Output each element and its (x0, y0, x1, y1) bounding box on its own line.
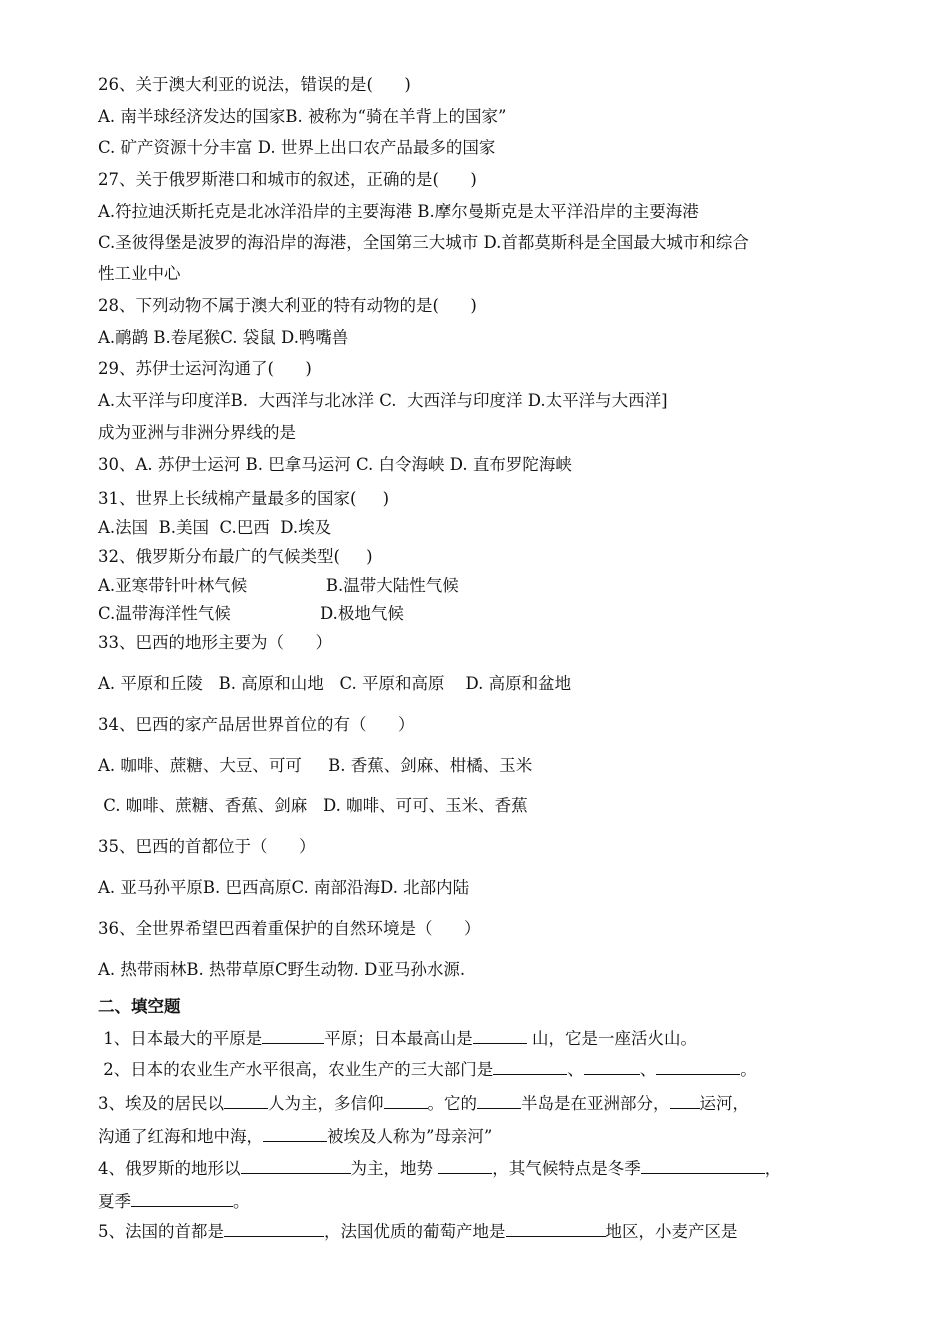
blank (384, 1092, 428, 1109)
text: ， (764, 1159, 782, 1178)
question-33: 33、巴西的地形主要为（ ） (98, 633, 332, 652)
text: 山，它是一座活火山。 (526, 1029, 697, 1048)
question-34-options-cd: C. 咖啡、蔗糖、香蕉、剑麻 D. 咖啡、可可、玉米、香蕉 (98, 796, 528, 815)
blank (473, 1027, 527, 1044)
text: 运河， (699, 1094, 749, 1113)
question-34: 34、巴西的家产品居世界首位的有（ ） (98, 715, 415, 734)
question-28: 28、下列动物不属于澳大利亚的特有动物的是( ) (98, 296, 477, 315)
fill-question-1 (98, 1027, 697, 1050)
question-33-options: A. 平原和丘陵 B. 高原和山地 C. 平原和高原 D. 高原和盆地 (98, 674, 572, 693)
blank (506, 1220, 606, 1237)
question-26-options-ab: A. 南半球经济发达的国家B. 被称为“骑在羊背上的国家” (98, 107, 507, 126)
blank (493, 1058, 567, 1075)
question-27: 27、关于俄罗斯港口和城市的叙述，正确的是( ) (98, 170, 477, 189)
blank (670, 1092, 700, 1109)
text: 1、日本最大的平原是 (98, 1029, 263, 1048)
blank (262, 1027, 324, 1044)
question-31: 31、世界上长绒棉产量最多的国家( ) (98, 489, 390, 508)
blank (224, 1092, 268, 1109)
question-36: 36、全世界希望巴西着重保护的自然环境是（ ） (98, 919, 481, 938)
blank (263, 1125, 327, 1142)
text: 夏季 (98, 1192, 131, 1211)
blank (477, 1092, 521, 1109)
blank (131, 1190, 233, 1207)
question-29: 29、苏伊士运河沟通了( ) (98, 359, 312, 378)
question-26-options-cd: C. 矿产资源十分丰富 D. 世界上出口农产品最多的国家 (98, 138, 496, 157)
question-28-options: A.鸸鹋 B.卷尾猴C. 袋鼠 D.鸭嘴兽 (98, 328, 349, 347)
question-32: 32、俄罗斯分布最广的气候类型( ) (98, 547, 373, 566)
question-27-options-ab: A.符拉迪沃斯托克是北冰洋沿岸的主要海港 B.摩尔曼斯克是太平洋沿岸的主要海港 (98, 202, 699, 221)
fill-question-5 (98, 1220, 738, 1243)
question-27-options-cd-cont: 性工业中心 (98, 264, 181, 283)
fill-question-4-cont (98, 1190, 250, 1213)
text: 3、埃及的居民以 (98, 1094, 224, 1113)
text: 被埃及人称为”母亲河” (327, 1127, 493, 1146)
question-32-options-cd: C.温带海洋性气候 D.极地气候 (98, 604, 404, 623)
fill-question-3-cont (98, 1125, 492, 1148)
text: 人为主，多信仰 (268, 1094, 384, 1113)
question-31-options: A.法国 B.美国 C.巴西 D.埃及 (98, 518, 332, 537)
text: 、 (639, 1060, 657, 1079)
section-title: 二、填空题 (98, 997, 181, 1016)
fill-question-2 (98, 1058, 757, 1081)
question-30-options: 30、A. 苏伊士运河 B. 巴拿马运河 C. 白令海峡 D. 直布罗陀海峡 (98, 455, 572, 474)
text: 平原；日本最高山是 (324, 1029, 473, 1048)
blank (224, 1220, 324, 1237)
text: ，法国优质的葡萄产地是 (324, 1222, 506, 1241)
question-36-options: A. 热带雨林B. 热带草原C野生动物. D亚马孙水源. (98, 960, 466, 979)
question-35: 35、巴西的首都位于（ ） (98, 837, 316, 856)
fill-question-3 (98, 1092, 749, 1115)
question-34-options-ab: A. 咖啡、蔗糖、大豆、可可 B. 香蕉、剑麻、柑橘、玉米 (98, 756, 533, 775)
question-32-options-ab: A.亚寒带针叶林气候 B.温带大陆性气候 (98, 576, 459, 595)
question-30-stem: 成为亚洲与非洲分界线的是 (98, 423, 296, 442)
text: 5、法国的首都是 (98, 1222, 224, 1241)
fill-question-4 (98, 1157, 781, 1180)
text: 为主，地势 (350, 1159, 439, 1178)
blank (241, 1157, 351, 1174)
text: 4、俄罗斯的地形以 (98, 1159, 241, 1178)
text: 半岛是在亚洲部分， (521, 1094, 670, 1113)
text: 。它的 (427, 1094, 477, 1113)
text: 。 (233, 1192, 250, 1211)
blank (438, 1157, 492, 1174)
blank (656, 1058, 740, 1075)
text: 地区，小麦产区是 (605, 1222, 738, 1241)
text: 2、日本的农业生产水平很高，农业生产的三大部门是 (98, 1060, 494, 1079)
text: 、 (567, 1060, 584, 1079)
blank (641, 1157, 765, 1174)
question-27-options-cd: C.圣彼得堡是波罗的海沿岸的海港，全国第三大城市 D.首都莫斯科是全国最大城市和综合 (98, 233, 749, 252)
question-29-options: A.太平洋与印度洋B. 大西洋与北冰洋 C. 大西洋与印度洋 D.太平洋与大西洋] (98, 391, 668, 410)
text: ，其气候特点是冬季 (492, 1159, 641, 1178)
question-26: 26、关于澳大利亚的说法，错误的是( ) (98, 75, 411, 94)
text: 。 (740, 1060, 757, 1079)
text: 沟通了红海和地中海， (98, 1127, 263, 1146)
blank (584, 1058, 640, 1075)
question-35-options: A. 亚马孙平原B. 巴西高原C. 南部沿海D. 北部内陆 (98, 878, 470, 897)
